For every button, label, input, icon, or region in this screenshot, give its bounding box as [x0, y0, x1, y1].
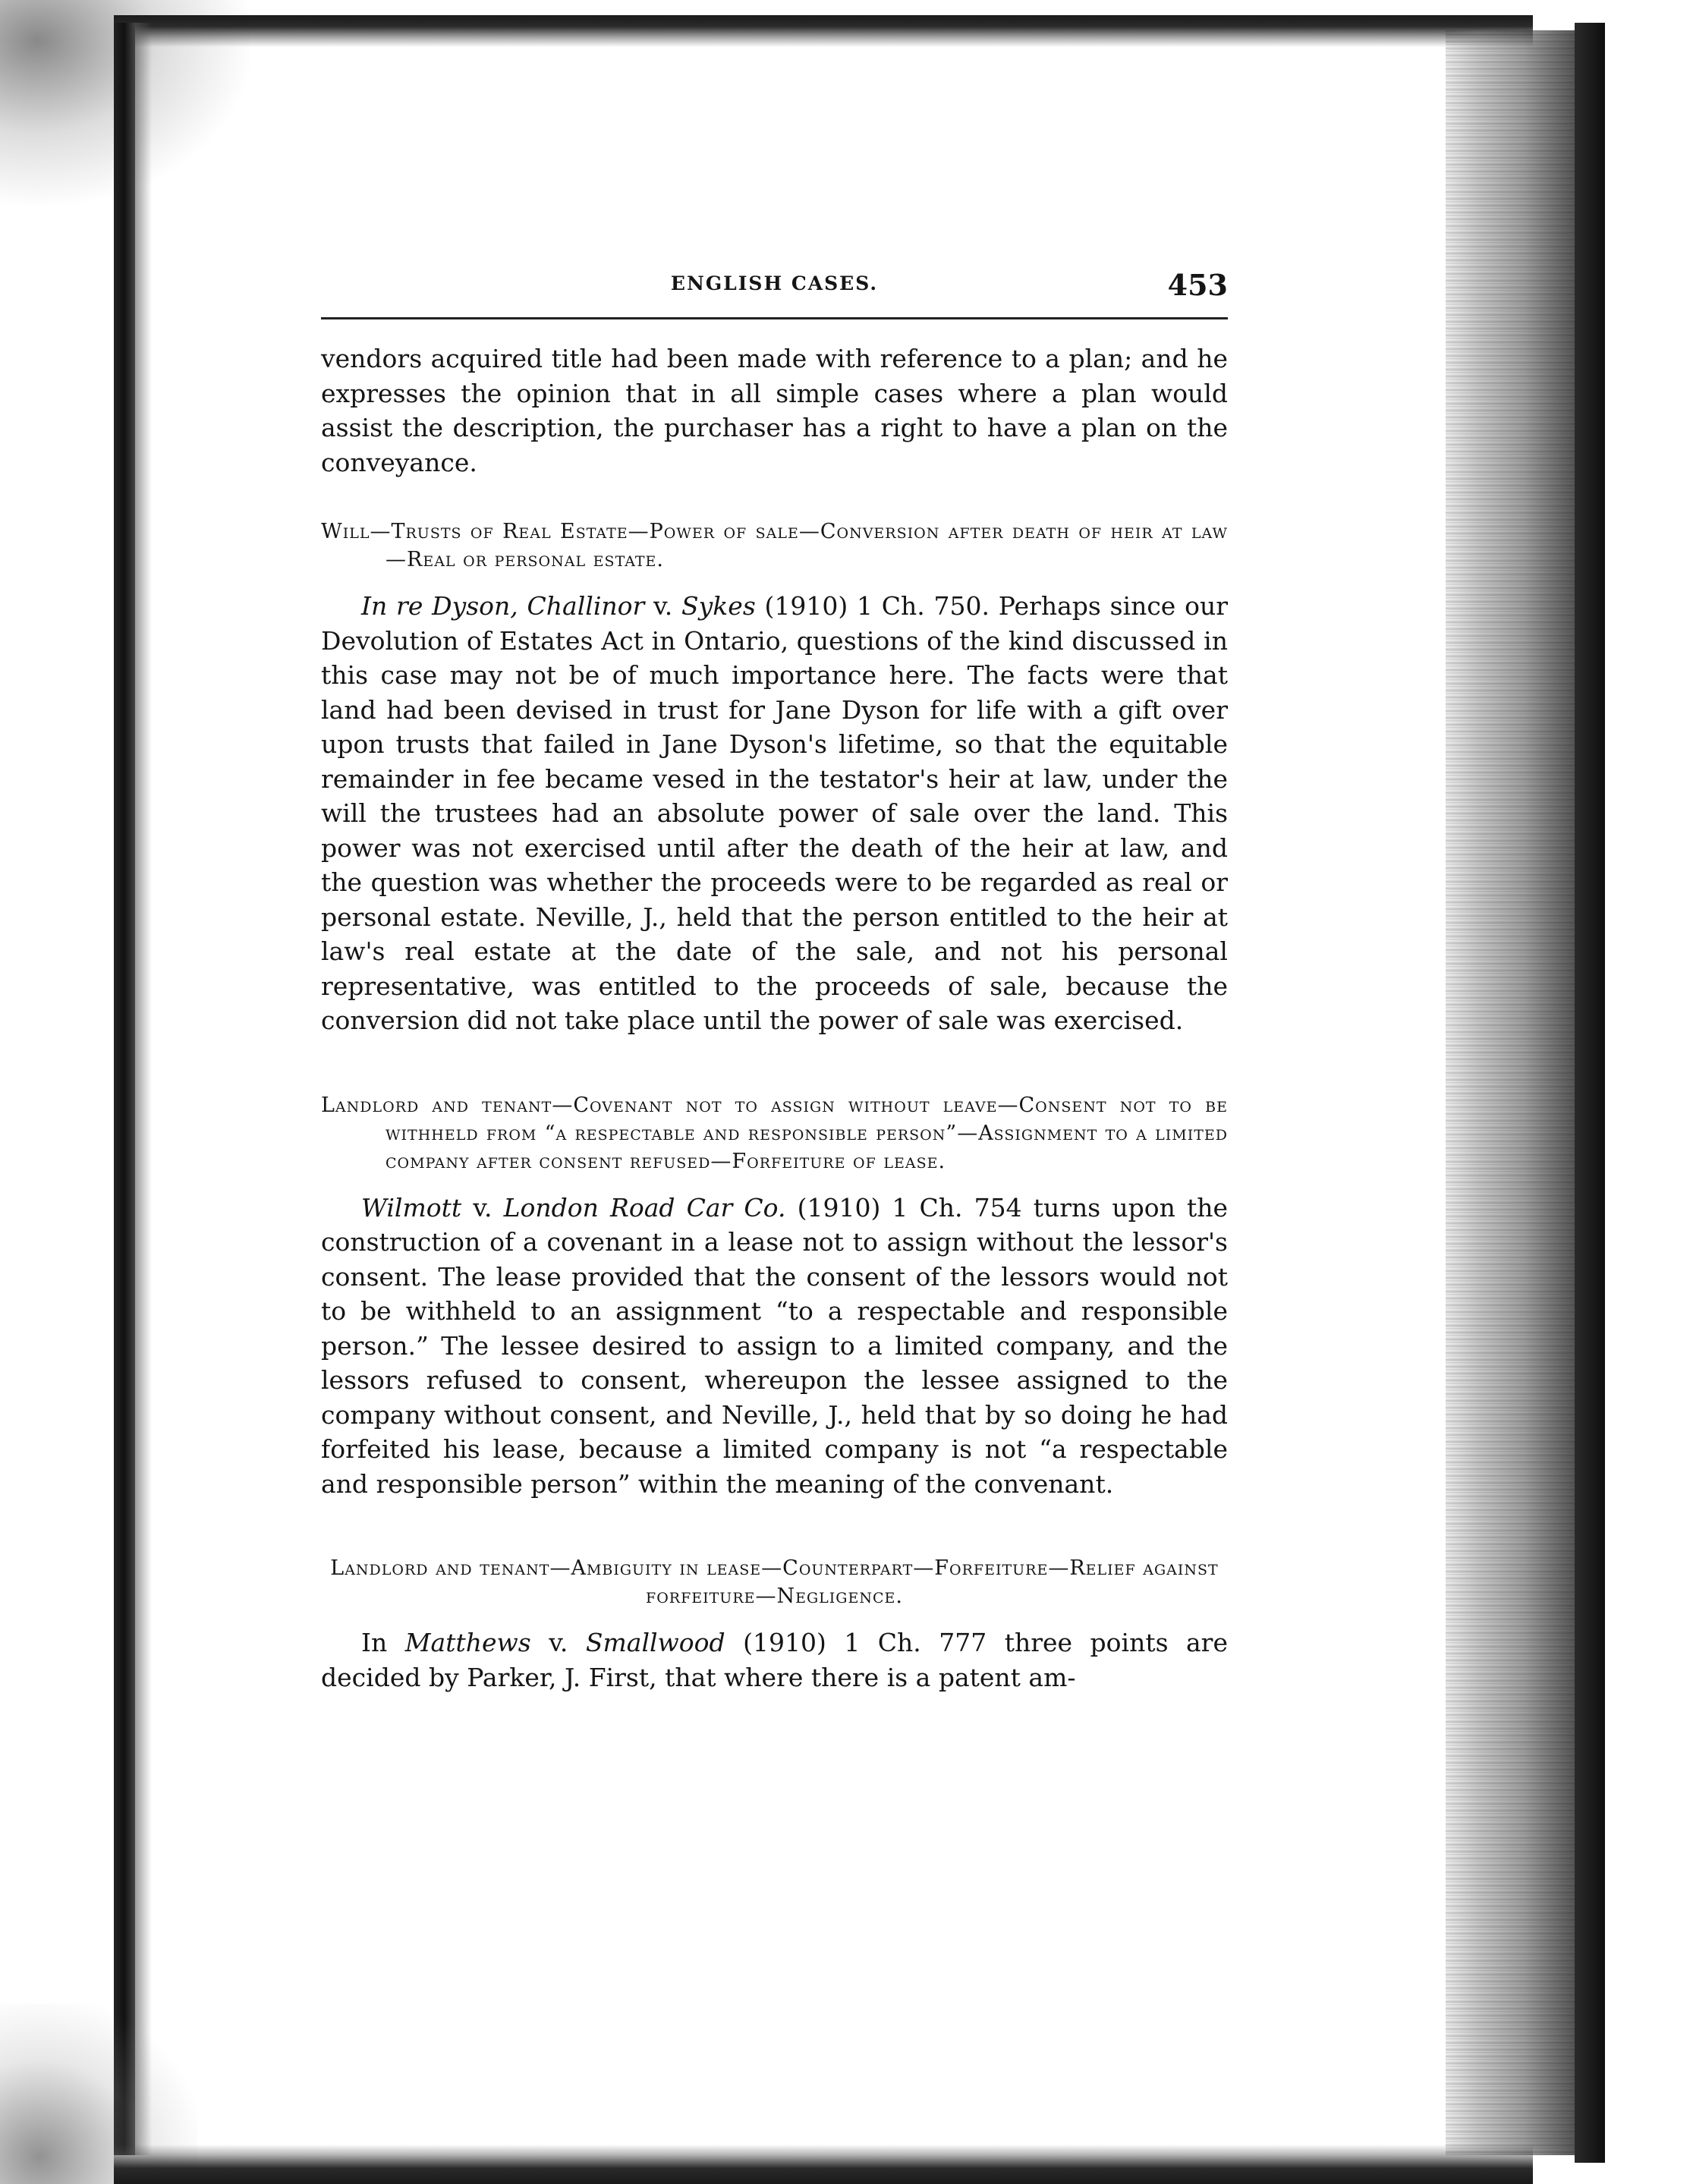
case-name: Wilmott [361, 1192, 462, 1223]
section-paragraph-matthews [321, 1625, 1228, 1695]
case-prefix: In [361, 1628, 405, 1657]
case-party: Sykes [681, 591, 756, 621]
running-head [321, 269, 1228, 307]
section-paragraph-wilmott [321, 1191, 1228, 1502]
case-versus: v. [461, 1192, 504, 1223]
opening-paragraph: vendors acquired title had been made with reference to a plan; and he expresses the opinion that in all simple cases where a plan would assist the description, the purchaser has a right to have a plan on the conveyance. [321, 344, 1228, 477]
running-title: ENGLISH CASES. [670, 272, 879, 294]
header-rule [321, 317, 1228, 319]
page-content [321, 341, 1228, 1695]
section-paragraph-dyson [321, 589, 1228, 1038]
page-number: 453 [1167, 268, 1228, 302]
case-name: Matthews [404, 1628, 531, 1657]
section-heading-will-trusts: Will—Trusts of Real Estate—Power of sale—Conversion after death of heir at law—Real or personal estate. [321, 520, 1228, 571]
case-text: (1910) 1 Ch. 777 three points are decided by Parker, J. First, that where there is a patent am- [321, 1628, 1228, 1692]
case-name: In re Dyson, Challinor [361, 591, 645, 621]
section-heading-landlord-ambiguity: Landlord and tenant—Ambiguity in lease—Counterpart—Forfeiture—Relief against forfeiture—Negligence. [330, 1556, 1219, 1608]
case-text: (1910) 1 Ch. 750. Perhaps since our Devolution of Estates Act in Ontario, questions of the kind discussed in this case may not be of much importance here. The facts were that land had been devised in trust for Jane Dyson for life with a gift over upon trusts that failed in Jane Dyson's lifetime, so that the equitable remainder in fee became vesed in the testator's heir at law, under the will the trustees had an absolute power of sale over the land. This power was not exercised until after the death of the heir at law, and the question was whether the proceeds were to be regarded as real or personal estate. Neville, J., held that the person entitled to the heir at law's real estate at the date of the sale, and not his personal representative, was entitled to the proceeds of sale, because the conversion did not take place until the power of sale was exercised. [321, 591, 1228, 1035]
case-party: London Road Car Co. [503, 1192, 786, 1223]
case-party: Smallwood [585, 1628, 725, 1657]
section-heading-landlord-covenant: Landlord and tenant—Covenant not to assign without leave—Consent not to be withheld from “a respectable and responsible person”—Assignment to a limited company after consent refused—Forfeiture of lease. [321, 1093, 1228, 1173]
case-versus: v. [530, 1628, 586, 1657]
case-text: (1910) 1 Ch. 754 turns upon the construction of a covenant in a lease not to assign without the lessor's consent. The lease provided that the consent of the lessors would not to be withheld to an assignment “to a respectable and responsible person.” The lessee desired to assign to a limited company, and the lessors refused to consent, whereupon the lessee assigned to the company without consent, and Neville, J., held that by so doing he had forfeited his lease, because a limited company is not “a respectable and responsible person” within the meaning of the convenant. [321, 1192, 1228, 1499]
case-versus: v. [644, 591, 682, 621]
